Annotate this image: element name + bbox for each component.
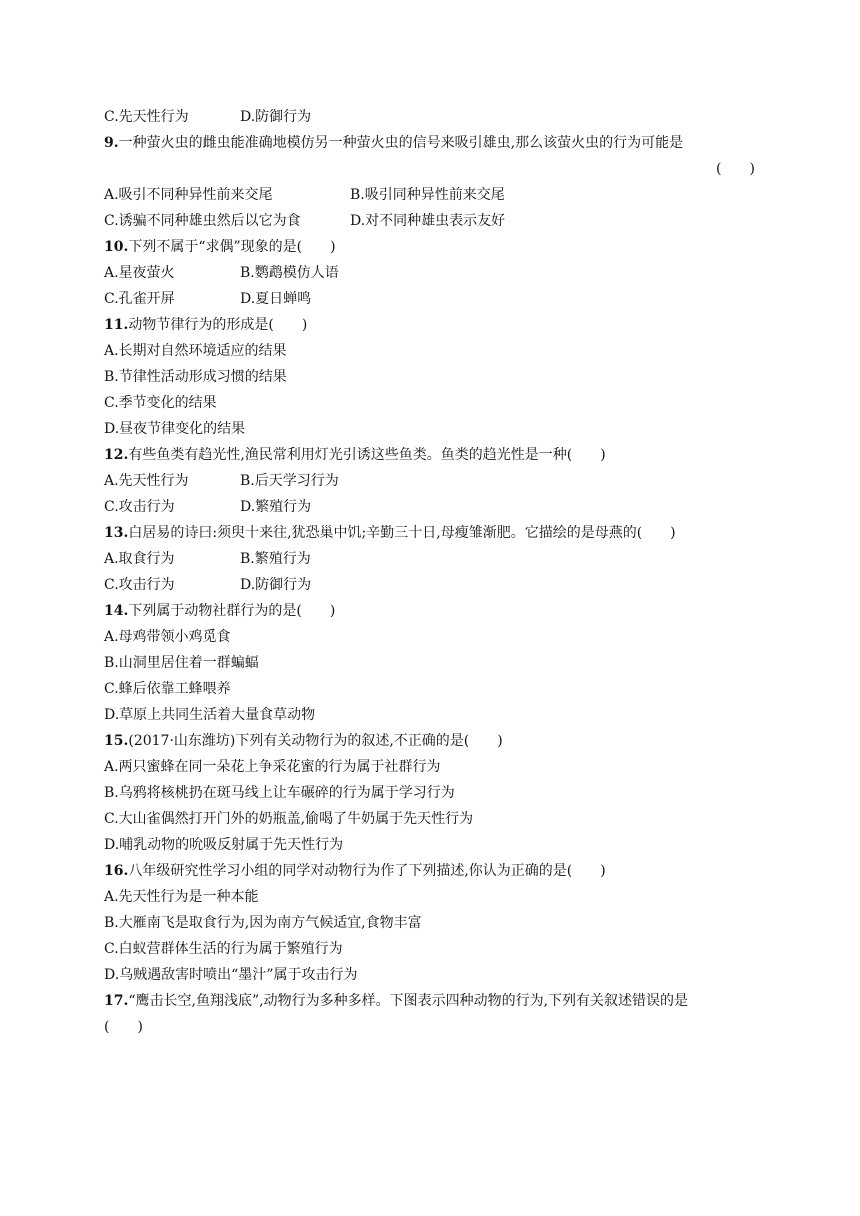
option-text: B.山洞里居住着一群蝙蝠	[104, 655, 259, 671]
question-line	[104, 446, 606, 464]
option-text: C.白蚁营群体生活的行为属于繁殖行为	[104, 941, 343, 957]
question-number: 14.	[104, 603, 129, 619]
question-text: 下列属于动物社群行为的是( )	[128, 603, 336, 619]
option-text: A.取食行为	[104, 551, 175, 567]
option-text: C.诱骗不同种雄虫然后以它为食	[104, 213, 301, 229]
option-text: C.攻击行为	[104, 499, 175, 515]
option-text: B.后天学习行为	[240, 473, 339, 489]
question-line	[104, 992, 688, 1010]
question-line	[104, 134, 683, 152]
option-text: A.两只蜜蜂在同一朵花上争采花蜜的行为属于社群行为	[104, 759, 441, 775]
answer-bracket: ( )	[716, 161, 755, 177]
question-text: 下列不属于“求偶”现象的是( )	[128, 239, 336, 255]
question-text: 白居易的诗曰:须臾十来往,犹恐巢中饥;辛勤三十日,母瘦雏渐肥。它描绘的是母燕的( )	[128, 525, 676, 541]
option-text: C.季节变化的结果	[104, 395, 217, 411]
option-text: A.母鸡带领小鸡觅食	[104, 629, 231, 645]
option-text: B.乌鸦将核桃扔在斑马线上让车碾碎的行为属于学习行为	[104, 785, 455, 801]
option-text: A.先天性行为是一种本能	[104, 889, 259, 905]
option-text: B.节律性活动形成习惯的结果	[104, 369, 287, 385]
question-text: 有些鱼类有趋光性,渔民常利用灯光引诱这些鱼类。鱼类的趋光性是一种( )	[128, 447, 606, 463]
option-text: D.草原上共同生活着大量食草动物	[104, 707, 316, 723]
question-number: 17.	[104, 993, 129, 1009]
option-text: D.防御行为	[240, 109, 312, 125]
option-text: D.防御行为	[240, 577, 312, 593]
option-text: B.鹦鹉模仿人语	[240, 265, 339, 281]
option-text: A.吸引不同种异性前来交尾	[104, 187, 273, 203]
question-line	[104, 238, 336, 256]
question-line	[104, 862, 606, 880]
option-text: C.攻击行为	[104, 577, 175, 593]
question-line	[104, 732, 503, 750]
question-number: 9.	[104, 135, 119, 151]
question-line	[104, 524, 676, 542]
option-text: A.星夜萤火	[104, 265, 175, 281]
question-number: 13.	[104, 525, 129, 541]
question-line	[104, 602, 335, 620]
option-text: D.乌贼遇敌害时喷出“墨汁”属于攻击行为	[104, 967, 358, 983]
option-text: C.先天性行为	[104, 109, 189, 125]
option-text: A.先天性行为	[104, 473, 189, 489]
option-text: ( )	[104, 1019, 143, 1035]
option-text: B.繁殖行为	[240, 551, 311, 567]
option-text: D.夏日蝉鸣	[240, 291, 312, 307]
option-text: B.大雁南飞是取食行为,因为南方气候适宜,食物丰富	[104, 915, 422, 931]
option-text: A.长期对自然环境适应的结果	[104, 343, 287, 359]
question-text: 一种萤火虫的雌虫能准确地模仿另一种萤火虫的信号来吸引雄虫,那么该萤火虫的行为可能是	[118, 135, 684, 151]
question-line	[104, 316, 307, 334]
option-text: D.繁殖行为	[240, 499, 312, 515]
question-text: 动物节律行为的形成是( )	[128, 317, 308, 333]
option-text: D.对不同种雄虫表示友好	[350, 213, 506, 229]
option-text: C.孔雀开屏	[104, 291, 175, 307]
option-text: B.吸引同种异性前来交尾	[350, 187, 505, 203]
question-number: 10.	[104, 239, 129, 255]
option-text: D.昼夜节律变化的结果	[104, 421, 246, 437]
question-number: 11.	[104, 317, 129, 333]
question-text: 八年级研究性学习小组的同学对动物行为作了下列描述,你认为正确的是( )	[128, 863, 606, 879]
question-number: 15.	[104, 733, 129, 749]
question-text: (2017·山东潍坊)下列有关动物行为的叙述,不正确的是( )	[128, 733, 503, 749]
question-number: 16.	[104, 863, 129, 879]
option-text: C.蜂后依靠工蜂喂养	[104, 681, 231, 697]
question-text: “鹰击长空,鱼翔浅底”,动物行为多种多样。下图表示四种动物的行为,下列有关叙述错误的是	[128, 993, 689, 1009]
option-text: D.哺乳动物的吮吸反射属于先天性行为	[104, 837, 344, 853]
question-number: 12.	[104, 447, 129, 463]
option-text: C.大山雀偶然打开门外的奶瓶盖,偷喝了牛奶属于先天性行为	[104, 811, 474, 827]
